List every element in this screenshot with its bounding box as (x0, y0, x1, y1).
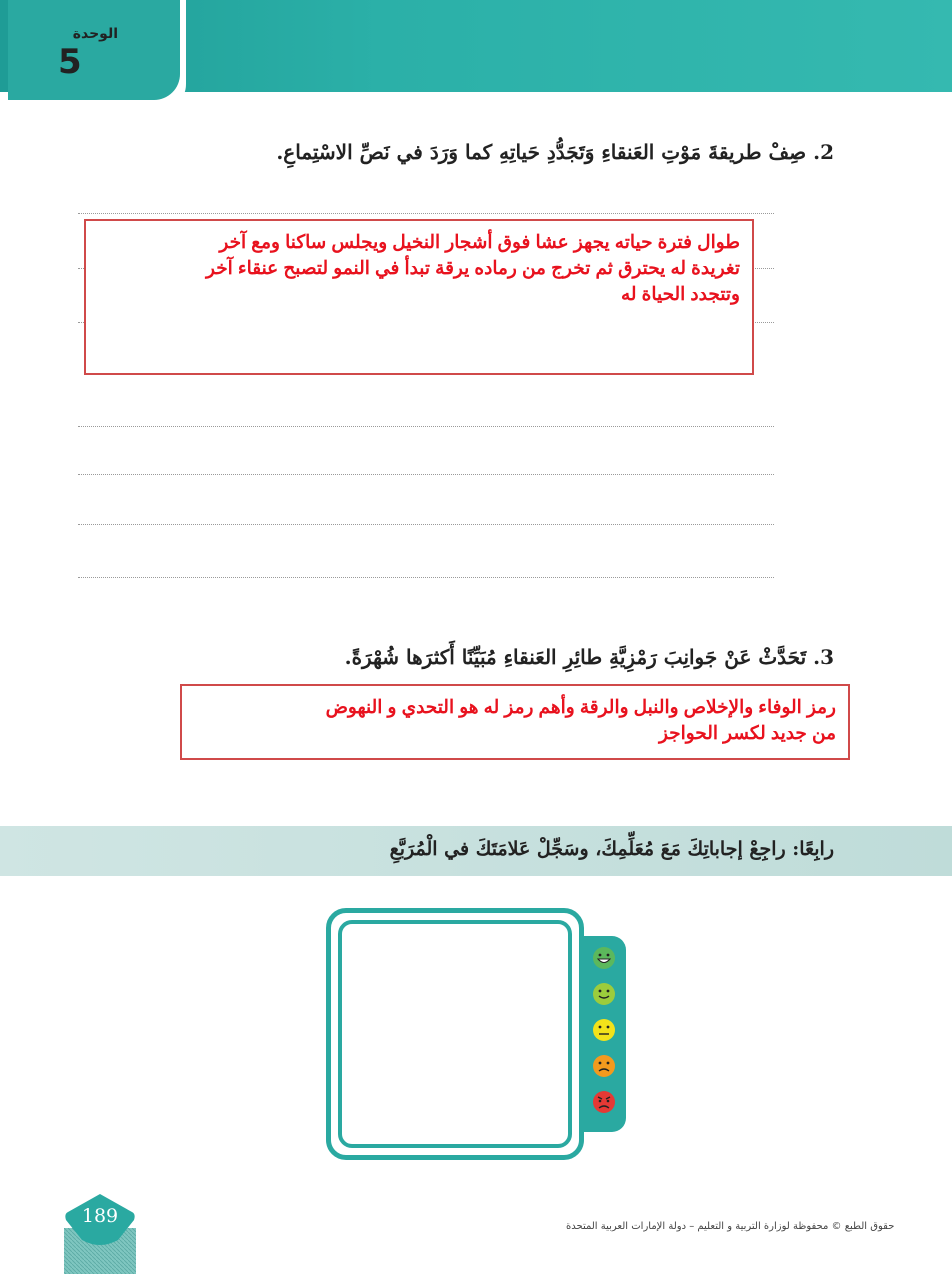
answer-line (78, 213, 774, 214)
answer-text-line: تغريدة له يحترق ثم تخرج من رماده يرقة تبدأ في النمو لتصبح عنقاء آخر (205, 257, 740, 278)
score-box[interactable] (338, 920, 572, 1148)
answer-line (78, 577, 774, 578)
answer-box-question-3[interactable] (180, 684, 850, 760)
answer-line (78, 474, 774, 475)
sad-face-icon[interactable] (592, 1054, 616, 1078)
answer-text-line: رمز الوفاء والإخلاص والنبل والرقة وأهم رمز له هو التحدي و النهوض (325, 696, 836, 717)
angry-face-icon[interactable] (592, 1090, 616, 1114)
copyright-notice: حقوق الطبع © محفوظة لوزارة التربية و التعليم – دولة الإمارات العربية المتحدة (566, 1221, 895, 1232)
answer-line (78, 524, 774, 525)
answer-text-line: وتتجدد الحياة له (620, 283, 740, 304)
answer-box-question-2[interactable] (84, 219, 754, 375)
neutral-face-icon[interactable] (592, 1018, 616, 1042)
page-number: 189 (81, 1205, 119, 1227)
very-happy-face-icon[interactable] (592, 946, 616, 970)
happy-face-icon[interactable] (592, 982, 616, 1006)
unit-label: الوحدة (72, 26, 118, 42)
question-2: 2. صِفْ طريقةَ مَوْتِ العَنقاءِ وَتَجَدُّدِ حَياتِهِ كما وَرَدَ في نَصِّ الاسْتِماعِ. (276, 140, 834, 164)
answer-text-line: من جديد لكسر الحواجز (658, 722, 836, 743)
answer-text-line: طوال فترة حياته يجهز عشا فوق أشجار النخيل ويجلس ساكنا ومع آخر (219, 231, 740, 252)
answer-line (78, 426, 774, 427)
review-instruction: رابِعًا: راجِعْ إجاباتِكَ مَعَ مُعَلِّمِكَ، وسَجِّلْ عَلامَتَكَ في الْمُرَبَّعِ (389, 838, 834, 860)
unit-number: 5 (58, 42, 82, 82)
question-3: 3. تَحَدَّثْ عَنْ جَوانِبَ رَمْزِيَّةِ طائِرِ العَنقاءِ مُبَيِّنًا أَكثرَها شُهْرَةً. (344, 645, 834, 669)
